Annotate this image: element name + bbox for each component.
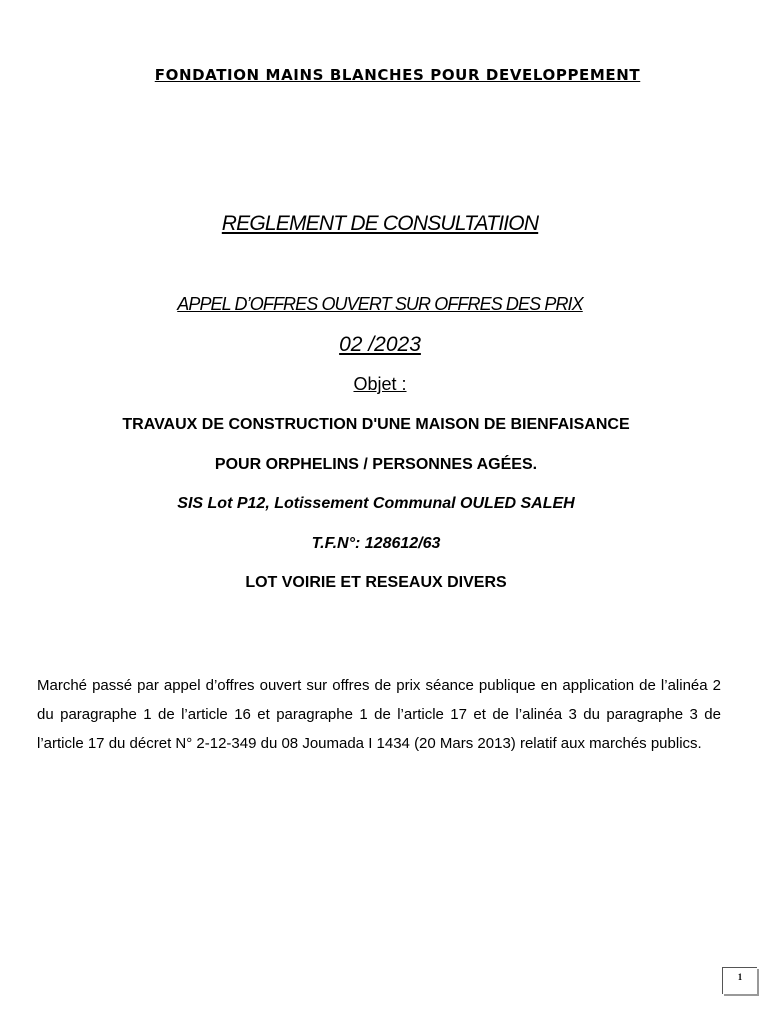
object-label: Objet :: [353, 374, 407, 394]
subject-line-1: TRAVAUX DE CONSTRUCTION D'UNE MAISON DE BIENFAISANCE: [122, 416, 630, 433]
tender-type: APPEL D’OFFRES OUVERT SUR OFFRES DES PRIX: [177, 294, 583, 314]
document-title: REGLEMENT DE CONSULTATIION: [221, 212, 539, 235]
subject-line-3: SIS Lot P12, Lotissement Communal OULED SALEH: [177, 495, 575, 512]
tender-number: 02 /2023: [339, 333, 421, 356]
page-number: 1: [737, 972, 743, 982]
body-paragraph: Marché passé par appel d’offres ouvert sur offres de prix séance publique en application de l’alinéa 2 du paragraphe 1 de l’article 16 et paragraphe 1 de l’article 17 et de l’alinéa 3 du paragraphe 3 de l’article 17 du décret N° 2-12-349 du 08 Joumada I 1434 (20 Mars 2013) relatif aux marchés publics.: [37, 677, 721, 752]
subject-line-2: POUR ORPHELINS / PERSONNES AGÉES.: [214, 456, 538, 473]
subject-line-4: T.F.N°: 128612/63: [311, 535, 441, 552]
subject-line-5: LOT VOIRIE ET RESEAUX DIVERS: [245, 574, 507, 591]
organization-header: FONDATION MAINS BLANCHES POUR DEVELOPPEMENT: [154, 66, 641, 84]
